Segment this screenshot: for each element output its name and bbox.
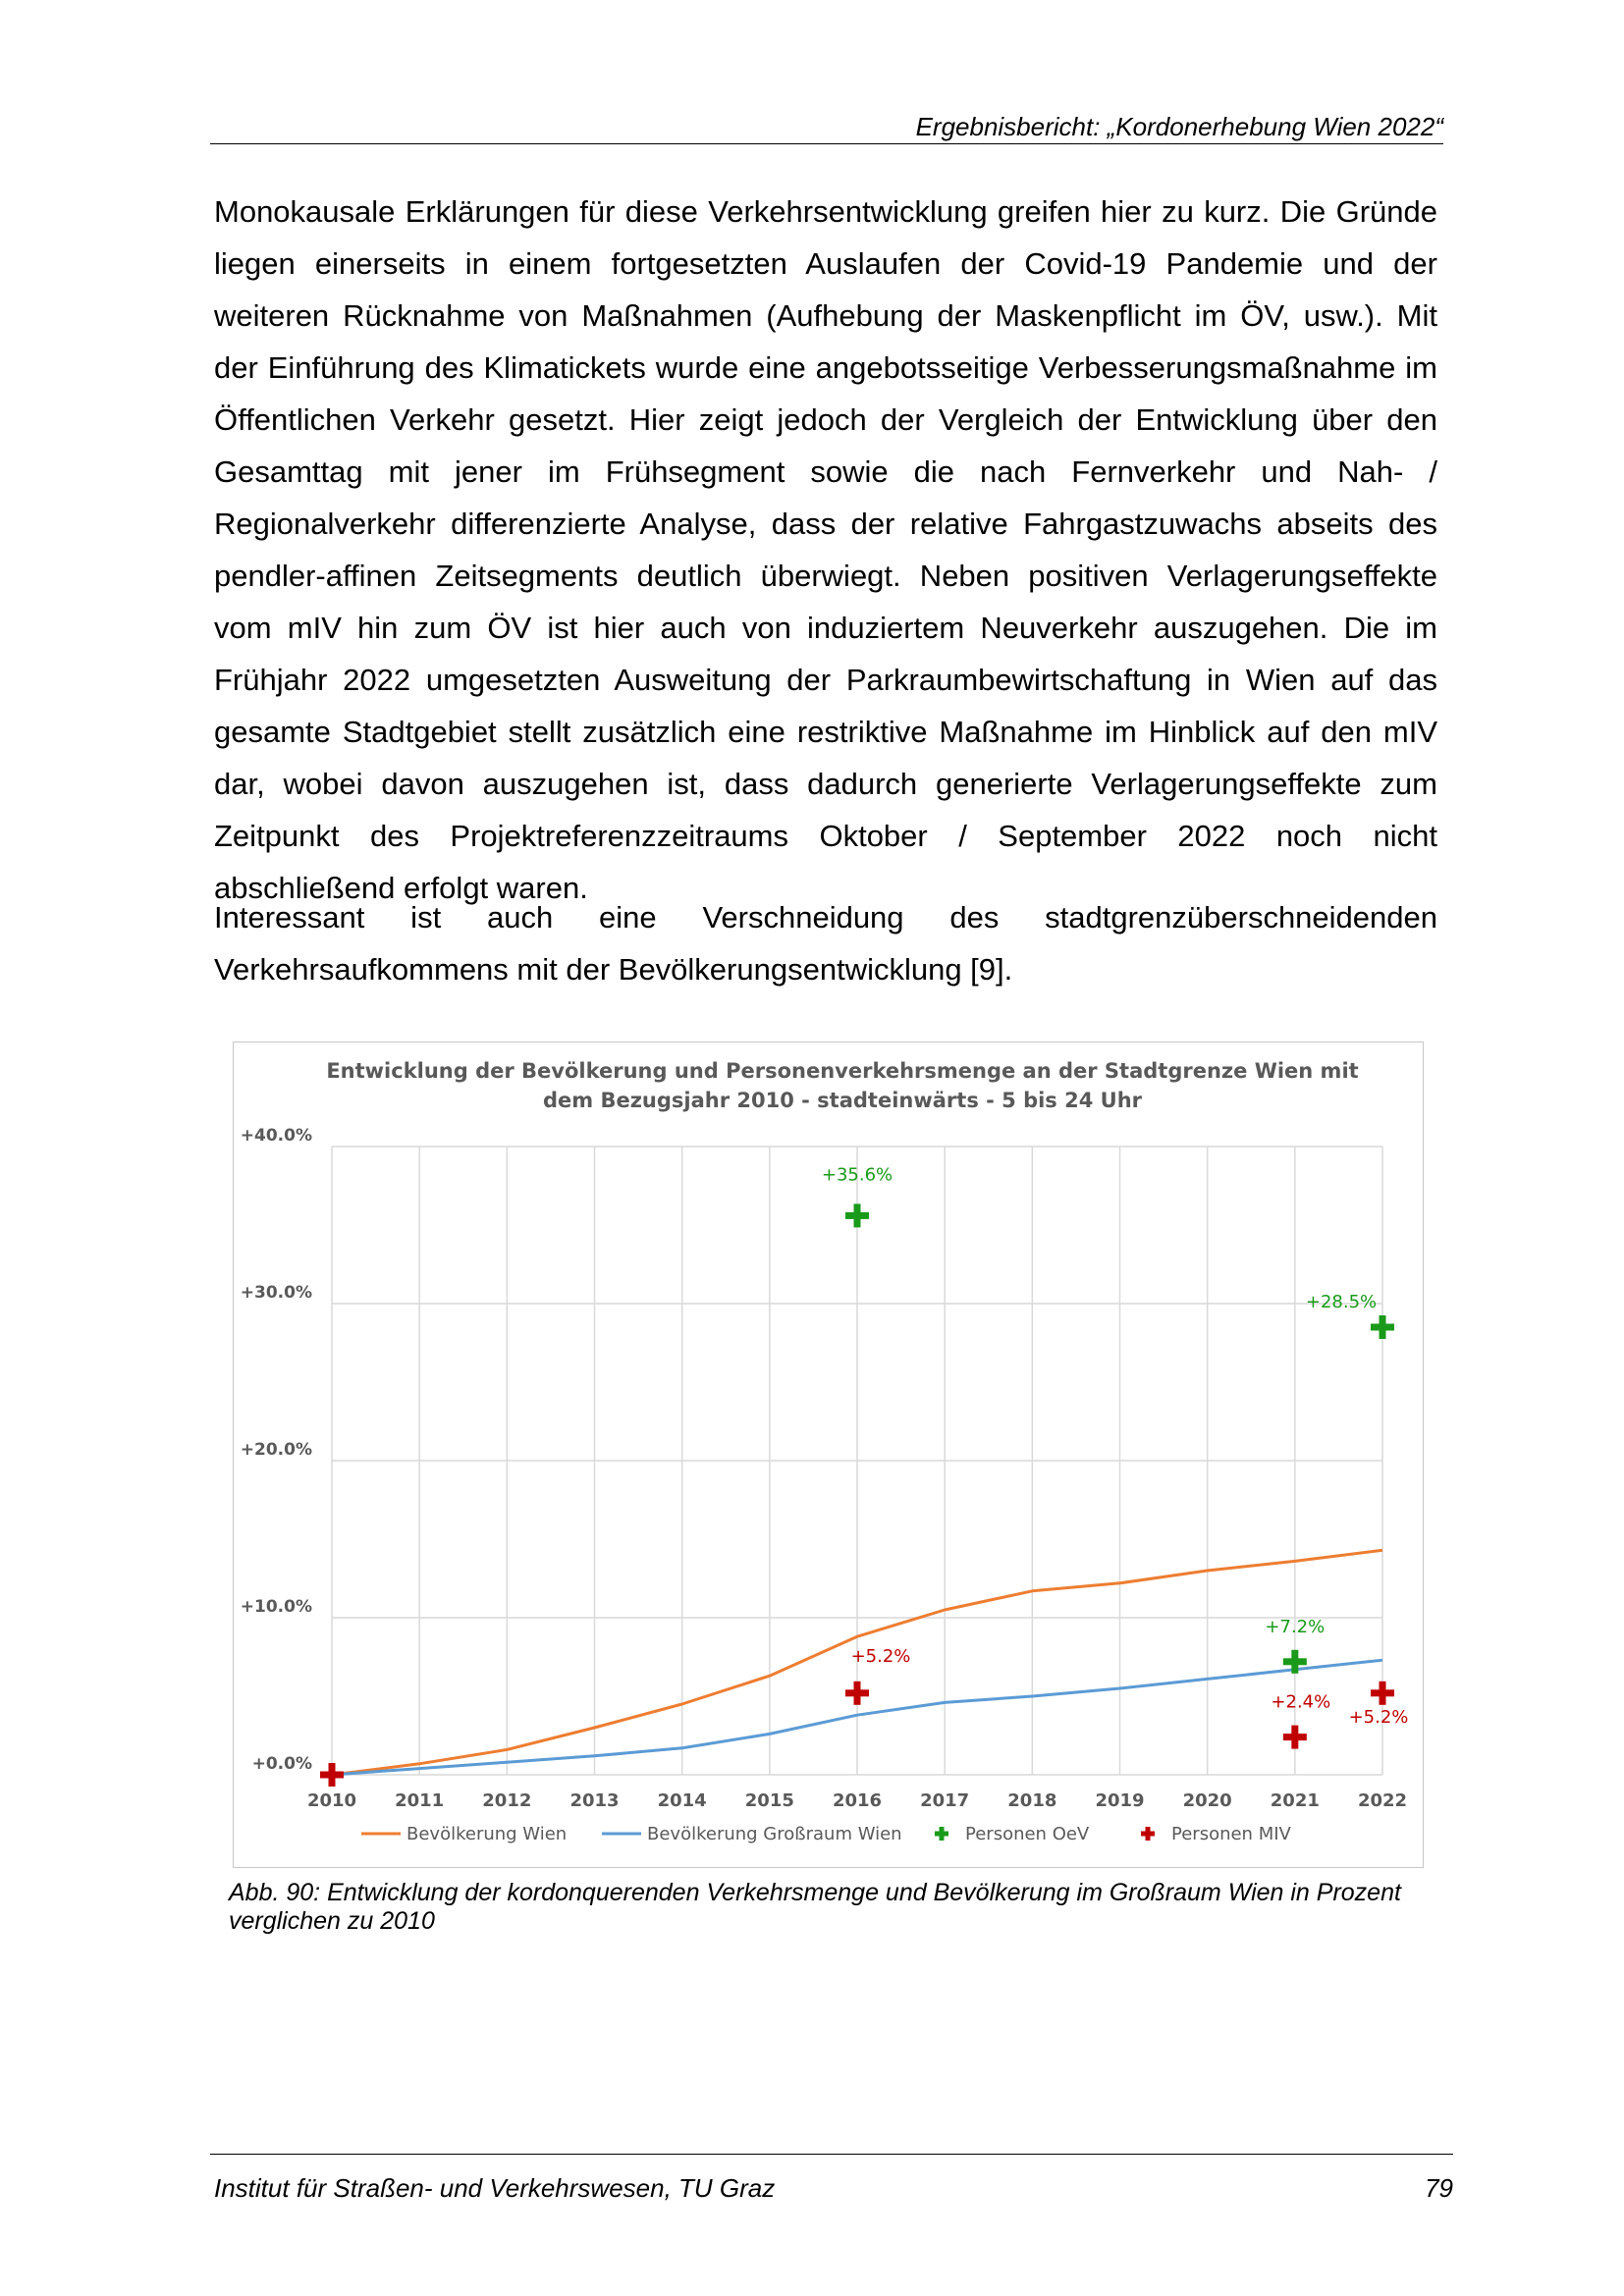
page-header-title: Ergebnisbericht: „Kordonerhebung Wien 2022“: [915, 112, 1443, 141]
chart-gridlines: [332, 1147, 1382, 1775]
data-point-marker: [1371, 1315, 1394, 1339]
y-tick-label: +20.0%: [240, 1440, 312, 1460]
page-number: 79: [1425, 2173, 1453, 2203]
marker-bar-v: [329, 1763, 336, 1787]
legend-swatch: [1141, 1827, 1155, 1841]
header-divider: [210, 143, 1443, 144]
y-tick-label: +40.0%: [240, 1126, 312, 1146]
legend-label: Bevölkerung Großraum Wien: [647, 1824, 902, 1844]
chart-title: Entwicklung der Bevölkerung und Personenverkehrsmenge an der Stadtgrenze Wien mit: [326, 1059, 1359, 1083]
x-tick-label: 2022: [1357, 1790, 1408, 1811]
data-point-marker: [1371, 1682, 1394, 1705]
data-label: +2.4%: [1271, 1691, 1331, 1713]
x-tick-label: 2021: [1270, 1790, 1320, 1811]
marker-bar-v: [854, 1203, 861, 1227]
x-tick-label: 2014: [657, 1790, 707, 1811]
legend-label: Personen OeV: [965, 1824, 1090, 1844]
data-label: +35.6%: [821, 1164, 893, 1186]
data-label: +5.2%: [1348, 1706, 1409, 1728]
y-tick-label: +0.0%: [251, 1754, 312, 1774]
body-paragraph-1: Monokausale Erklärungen für diese Verkehrsentwicklung greifen hier zu kurz. Die Gründe liegen einerseits in einem fortgesetzten Auslaufen der Covid-19 Pandemie und der weiteren Rücknahme von Maßnahmen (Aufhebung der Maskenpflicht im ÖV, usw.). Mit der Einführung des Klimatickets wurde eine angebotsseitige Verbesserungsmaßnahme im Öffentlichen Verkehr gesetzt. Hier zeigt jedoch der Vergleich der Entwicklung über den Gesamttag mit jener im Frühsegment sowie die nach Fernverkehr und Nah- / Regionalverkehr differenzierte Analyse, dass der relative Fahrgastzuwachs abseits des pendler-affinen Zeitsegments deutlich überwiegt. Neben positiven Verlagerungseffekte vom mIV hin zum ÖV ist hier auch von induziertem Neuverkehr auszugehen. Die im Frühjahr 2022 umgesetzten Ausweitung der Parkraumbewirtschaftung in Wien auf das gesamte Stadtgebiet stellt zusätzlich eine restriktive Maßnahme im Hinblick auf den mIV dar, wobei davon auszugehen ist, dass dadurch generierte Verlagerungseffekte zum Zeitpunkt des Projektreferenzzeitraums Oktober / September 2022 noch nicht abschließend erfolgt waren.: [214, 194, 1437, 905]
footer-institute: Institut für Straßen- und Verkehrswesen, TU Graz: [214, 2173, 776, 2203]
x-tick-label: 2017: [920, 1790, 970, 1811]
chart-axes: [241, 1126, 1407, 1811]
x-tick-label: 2019: [1095, 1790, 1145, 1811]
legend-label: Bevölkerung Wien: [406, 1824, 568, 1844]
y-tick-label: +30.0%: [240, 1283, 312, 1303]
figure-caption: Abb. 90: Entwicklung der kordonquerenden Verkehrsmenge und Bevölkerung im Großraum Wien in Prozent verglichen zu 2010: [229, 1879, 1401, 1935]
data-point-marker: [1283, 1726, 1307, 1749]
x-tick-label: 2012: [482, 1790, 532, 1811]
data-point-marker: [845, 1203, 869, 1227]
chart-series: [320, 1164, 1408, 1787]
y-tick-label: +10.0%: [240, 1597, 312, 1617]
chart-subtitle: dem Bezugsjahr 2010 - stadteinwärts - 5 bis 24 Uhr: [542, 1089, 1143, 1112]
marker-bar-v: [854, 1682, 861, 1705]
data-point-marker: [320, 1763, 344, 1787]
x-tick-label: 2016: [832, 1790, 883, 1811]
marker-bar-v: [1291, 1726, 1298, 1749]
x-tick-label: 2011: [395, 1790, 445, 1811]
marker-bar-v: [1291, 1650, 1298, 1674]
legend-swatch: [935, 1827, 948, 1841]
legend-swatch-v: [940, 1827, 945, 1841]
body-paragraph-2: Interessant ist auch eine Verschneidung des stadtgrenzüberschneidenden Verkehrsaufkommens mit der Bevölkerungsentwicklung [9].: [214, 900, 1437, 987]
data-label: +7.2%: [1265, 1616, 1326, 1637]
marker-bar-v: [1380, 1682, 1386, 1705]
marker-bar-v: [1380, 1315, 1386, 1339]
legend-label: Personen MIV: [1171, 1824, 1291, 1844]
footer-divider: [210, 2154, 1453, 2155]
data-point-marker: [845, 1682, 869, 1705]
population-traffic-chart: [233, 1041, 1424, 1868]
legend-swatch-v: [1146, 1827, 1151, 1841]
x-tick-label: 2010: [306, 1790, 357, 1811]
data-label: +5.2%: [850, 1645, 911, 1667]
x-tick-label: 2015: [744, 1790, 794, 1811]
x-tick-label: 2018: [1007, 1790, 1057, 1811]
x-tick-label: 2013: [569, 1790, 620, 1811]
chart-canvas: [234, 1042, 1425, 1869]
data-label: +28.5%: [1305, 1292, 1378, 1312]
chart-legend: [361, 1824, 1292, 1844]
x-tick-label: 2020: [1182, 1790, 1232, 1811]
